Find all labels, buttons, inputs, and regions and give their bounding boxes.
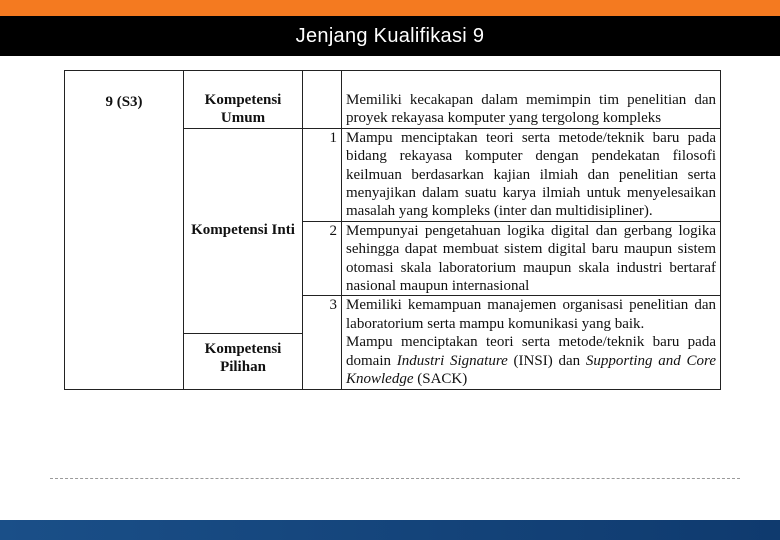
list-item-number: 2	[303, 221, 342, 296]
pilihan-label-cell	[184, 333, 303, 389]
table-row	[65, 71, 721, 129]
top-accent-bar	[0, 0, 780, 16]
pilihan-label: Kompetensi Pilihan	[204, 340, 282, 376]
pilihan-text-2: (INSI) dan	[507, 352, 586, 369]
pilihan-num-cell	[303, 333, 342, 389]
pilihan-text-3: (SACK)	[413, 371, 468, 388]
list-item-text: Memiliki kemampuan manajemen organisasi penelitian dan laboratorium serta mampu komunikasi yang baik.	[342, 296, 721, 333]
pilihan-text-cell	[342, 333, 721, 389]
pilihan-italic-1: Industri Signature	[396, 352, 508, 369]
competency-table	[64, 70, 721, 390]
title-bar	[0, 16, 780, 56]
bottom-accent-bar	[0, 520, 780, 540]
umum-num-cell	[303, 71, 342, 129]
level-cell	[65, 71, 184, 390]
inti-label: Kompetensi Inti	[191, 221, 295, 238]
level-label: 9 (S3)	[105, 94, 143, 110]
umum-label-cell	[184, 71, 303, 129]
umum-text-cell	[342, 71, 721, 129]
slide-title: Jenjang Kualifikasi 9	[295, 25, 485, 47]
umum-text: Memiliki kecakapan dalam memimpin tim penelitian dan proyek rekayasa komputer yang tergolong kompleks	[346, 92, 716, 127]
pilihan-italic-2: Supporting and Core Knowledge	[346, 352, 716, 388]
competency-table-image	[64, 70, 721, 402]
list-item-text: Mampu menciptakan teori serta metode/teknik baru pada bidang rekayasa komputer dengan pendekatan filosofi keilmuan berdasarkan kajian ilmiah dan penelitian serta menyajikan dalam suatu karya ilmiah untuk menyelesaikan masalah yang kompleks (inter dan multidisipliner).	[342, 128, 721, 221]
pilihan-text-1: Mampu menciptakan teori serta metode/teknik baru pada domain	[346, 334, 716, 369]
list-item-text: Mempunyai pengetahuan logika digital dan gerbang logika sehingga dapat membuat sistem digital baru maupun sistem otomasi skala laboratorium maupun skala industri bertaraf nasional maupun internasional	[342, 221, 721, 296]
list-item-number: 1	[303, 128, 342, 221]
dotted-divider	[50, 478, 740, 479]
list-item-number: 3	[303, 296, 342, 333]
umum-label: Kompetensi Umum	[204, 92, 282, 127]
inti-label-cell	[184, 128, 303, 333]
